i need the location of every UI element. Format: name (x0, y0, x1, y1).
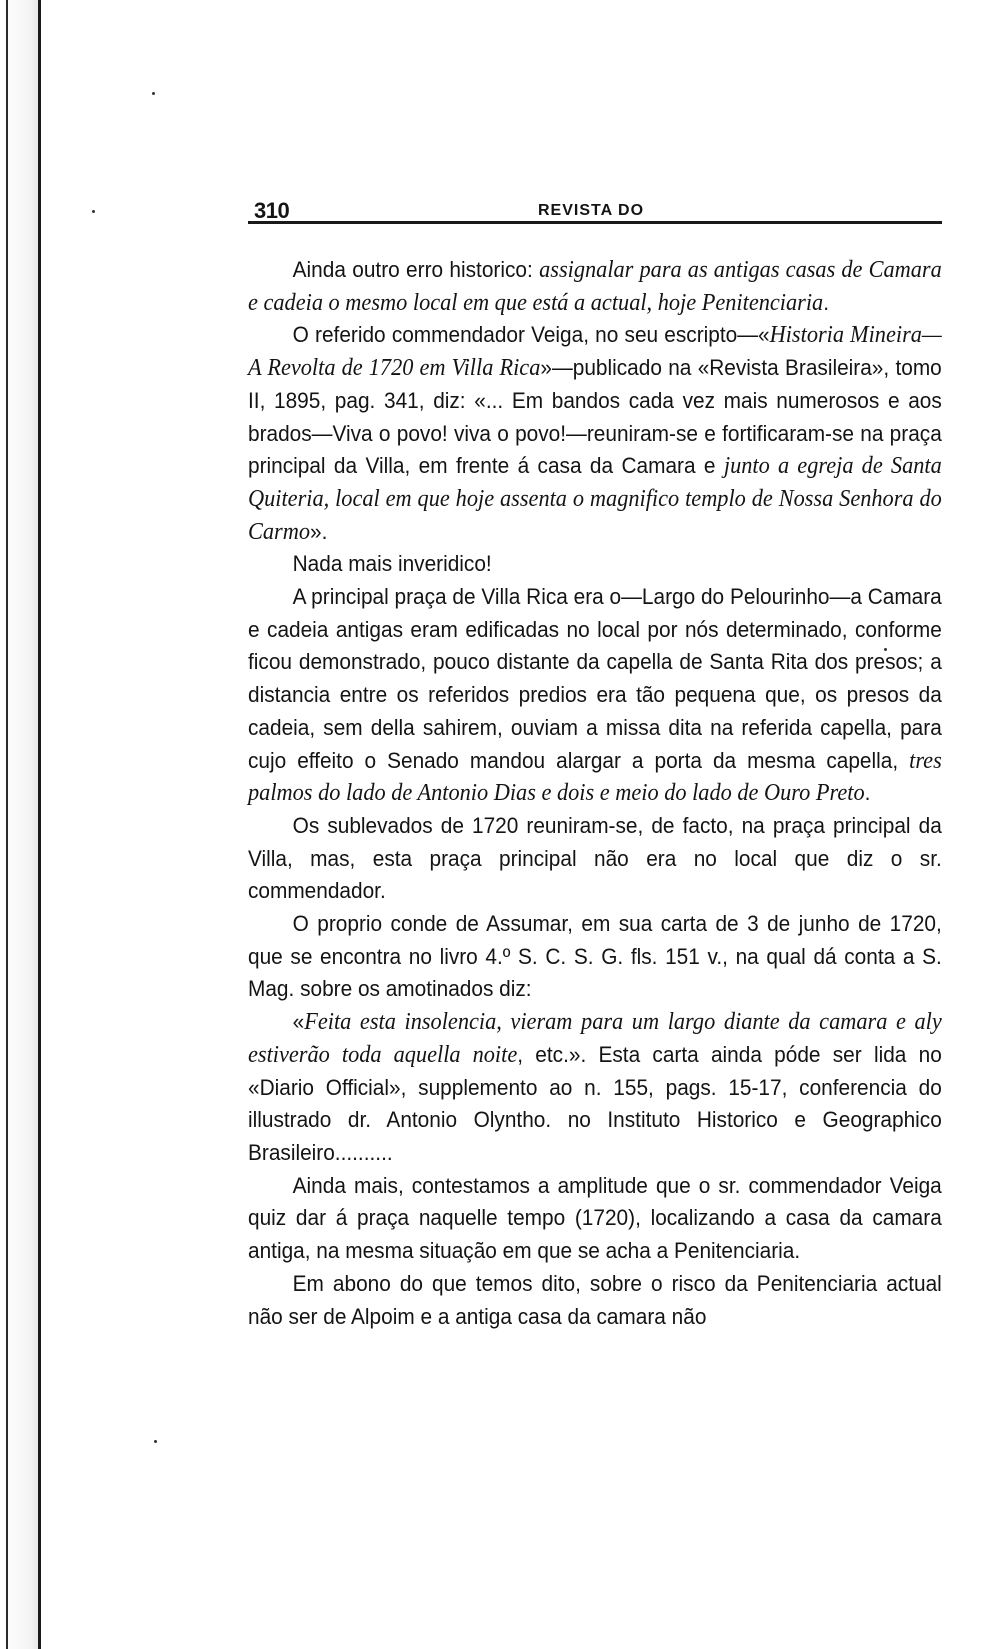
text-run: A principal praça de Villa Rica era o—Largo do Pelourinho—a Camara e cadeia antigas eram edificadas no local por nós determinado, conforme ficou demonstrado, pouco distante da capella de Santa Rita dos presos; a distancia entre os referidos predios era tão pequena que, os presos da cadeia, sem della sahirem, ouviam a missa dita na referida capella, para cujo effeito o Senado mandou alargar a porta da mesma capella, (248, 584, 942, 773)
text-run: Os sublevados de 1720 reuniram-se, de facto, na praça principal da Villa, mas, esta praça principal não era no local que diz o sr. commendador. (248, 812, 942, 904)
page-binding-edge (0, 0, 41, 1649)
paragraph (248, 319, 942, 548)
text-run: O proprio conde de Assumar, em sua carta de 3 de junho de 1720, que se encontra no livro 4.º S. C. S. G. fls. 151 v., na qual dá conta a S. Mag. sobre os amotinados diz: (248, 911, 942, 1002)
text-run: « (292, 1009, 305, 1035)
italic-run: Feita esta insolencia, vieram para um largo diante da camara e aly estiverão toda aquella noite (248, 1009, 942, 1068)
italic-run: assignalar para as antigas casas de Camara e cadeia o mesmo local em que está a actual, hoje Penitenciaria (248, 257, 942, 316)
text-run: . (864, 780, 871, 806)
paragraph (248, 1268, 942, 1333)
paragraph (248, 908, 942, 1006)
italic-run: tres palmos do lado de Antonio Dias e dois e meio do lado de Ouro Preto (248, 747, 942, 807)
italic-run: Historia Mineira—A Revolta de 1720 em Villa Rica (248, 322, 942, 382)
text-run: O referido commendador Veiga, no seu escripto—« (292, 322, 770, 348)
text-run: . (823, 289, 830, 315)
paragraph (248, 254, 942, 319)
body-text (248, 254, 942, 1333)
paragraph (248, 1006, 942, 1170)
text-run: »—publicado na «Revista Brasileira», tomo II, 1895, pag. 341, diz: «... Em bandos cada vez mais numerosos e aos brados—Viva o povo! viva o povo!—reuniram-se e fortificaram-se na praça principal da Villa, em frente á casa da Camara e (248, 355, 942, 479)
text-run: Em abono do que temos dito, sobre o risco da Penitenciaria actual não ser de Alpoim e a antiga casa da camara não (248, 1270, 942, 1329)
paragraph (248, 810, 942, 908)
italic-run: junto a egreja de Santa Quiteria, local em que hoje assenta o magnifico templo de Nossa Senhora do Carmo (248, 453, 942, 545)
text-run: Ainda mais, contestamos a amplitude que o sr. commendador Veiga quiz dar á praça naquelle tempo (1720), localizando a casa da camara antiga, na mesma situação em que se acha a Penitenciaria. (248, 1172, 942, 1264)
text-run: , etc.». Esta carta ainda póde ser lida no «Diario Official», supplemento ao n. 155, pags. 15-17, conferencia do illustrado dr. Antonio Olyntho. no Instituto Historico e Geographico Brasileiro.......... (248, 1041, 942, 1165)
running-header (248, 190, 942, 224)
paragraph (248, 548, 942, 581)
paragraph (248, 1170, 942, 1268)
page-number: 310 (254, 198, 290, 223)
text-run: Nada mais inveridico! (292, 551, 492, 577)
book-page (248, 190, 942, 1333)
text-run: ». (310, 518, 328, 544)
paragraph (248, 581, 942, 810)
running-title: REVISTA DO (538, 202, 645, 219)
text-run: Ainda outro erro historico: (292, 257, 540, 282)
